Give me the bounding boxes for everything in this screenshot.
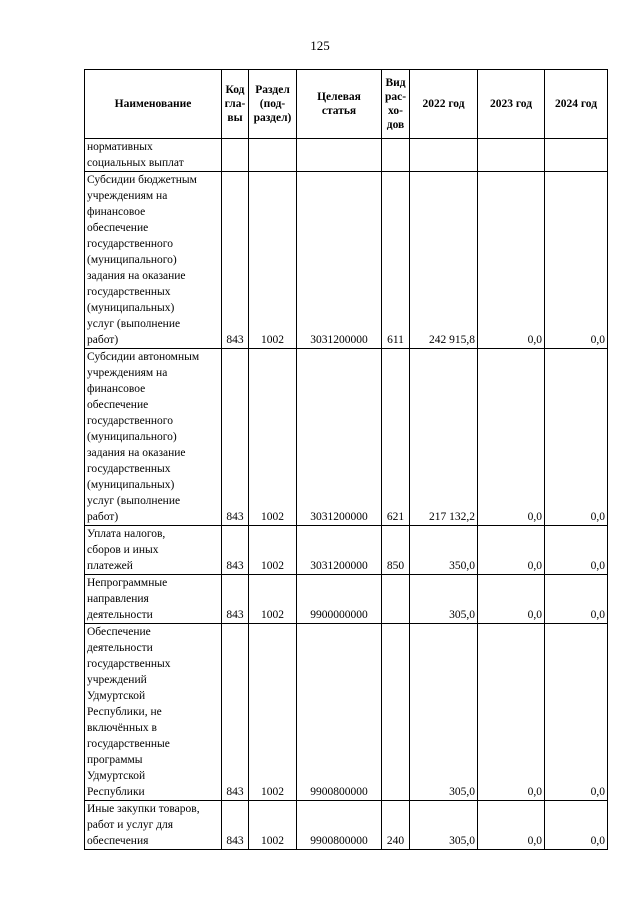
budget-table <box>84 69 608 850</box>
table-row <box>85 526 608 575</box>
row-value-2024 <box>545 139 608 172</box>
table-row <box>85 801 608 850</box>
row-type: 240 <box>382 801 410 850</box>
row-value-2023: 0,0 <box>478 526 545 575</box>
row-type: 621 <box>382 349 410 526</box>
row-value-2022 <box>410 139 478 172</box>
row-section: 1002 <box>249 624 297 801</box>
row-value-2022: 217 132,2 <box>410 349 478 526</box>
row-target: 3031200000 <box>297 172 382 349</box>
row-chapter: 843 <box>222 624 249 801</box>
row-type: 850 <box>382 526 410 575</box>
table-row <box>85 172 608 349</box>
row-value-2024: 0,0 <box>545 526 608 575</box>
row-chapter: 843 <box>222 575 249 624</box>
row-chapter: 843 <box>222 349 249 526</box>
header-year-2023: 2023 год <box>478 70 545 139</box>
row-value-2022: 305,0 <box>410 624 478 801</box>
row-value-2024: 0,0 <box>545 349 608 526</box>
table-row <box>85 624 608 801</box>
row-type <box>382 139 410 172</box>
row-chapter <box>222 139 249 172</box>
row-name: Иные закупки товаров, работ и услуг для обеспечения <box>85 801 222 850</box>
row-target: 3031200000 <box>297 349 382 526</box>
row-value-2022: 305,0 <box>410 801 478 850</box>
row-value-2023 <box>478 139 545 172</box>
header-chapter-code: Код гла- вы <box>222 70 249 139</box>
row-value-2024: 0,0 <box>545 172 608 349</box>
row-value-2024: 0,0 <box>545 801 608 850</box>
row-name: Субсидии автономным учреждениям на финансовое обеспечение государственного (муниципального) задания на оказание государственных (муниципальных) услуг (выполнение работ) <box>85 349 222 526</box>
row-value-2023: 0,0 <box>478 575 545 624</box>
row-chapter: 843 <box>222 172 249 349</box>
row-chapter: 843 <box>222 526 249 575</box>
row-value-2023: 0,0 <box>478 624 545 801</box>
table-row <box>85 575 608 624</box>
row-name: Обеспечение деятельности государственных учреждений Удмуртской Республики, не включённых в государственные программы Удмуртской Республики <box>85 624 222 801</box>
row-section: 1002 <box>249 349 297 526</box>
page-number: 125 <box>310 38 330 53</box>
row-name: Непрограммные направления деятельности <box>85 575 222 624</box>
row-type <box>382 575 410 624</box>
row-value-2024: 0,0 <box>545 575 608 624</box>
row-value-2023: 0,0 <box>478 172 545 349</box>
row-target: 9900000000 <box>297 575 382 624</box>
row-section: 1002 <box>249 172 297 349</box>
row-value-2023: 0,0 <box>478 349 545 526</box>
row-section: 1002 <box>249 526 297 575</box>
row-chapter: 843 <box>222 801 249 850</box>
row-value-2024: 0,0 <box>545 624 608 801</box>
row-value-2022: 305,0 <box>410 575 478 624</box>
header-name: Наименование <box>85 70 222 139</box>
table-row <box>85 139 608 172</box>
header-target-article: Целевая статья <box>297 70 382 139</box>
header-expense-type: Вид рас- хо- дов <box>382 70 410 139</box>
header-year-2024: 2024 год <box>545 70 608 139</box>
table-row <box>85 349 608 526</box>
row-section <box>249 139 297 172</box>
row-target <box>297 139 382 172</box>
header-year-2022: 2022 год <box>410 70 478 139</box>
row-target: 9900800000 <box>297 801 382 850</box>
row-target: 9900800000 <box>297 624 382 801</box>
row-name: Уплата налогов, сборов и иных платежей <box>85 526 222 575</box>
row-type <box>382 624 410 801</box>
row-name: нормативных социальных выплат <box>85 139 222 172</box>
row-section: 1002 <box>249 801 297 850</box>
row-value-2022: 350,0 <box>410 526 478 575</box>
table-header-row <box>85 70 608 139</box>
row-value-2023: 0,0 <box>478 801 545 850</box>
row-section: 1002 <box>249 575 297 624</box>
row-name: Субсидии бюджетным учреждениям на финансовое обеспечение государственного (муниципального) задания на оказание государственных (муниципальных) услуг (выполнение работ) <box>85 172 222 349</box>
header-section: Раздел (под- раздел) <box>249 70 297 139</box>
row-target: 3031200000 <box>297 526 382 575</box>
row-type: 611 <box>382 172 410 349</box>
row-value-2022: 242 915,8 <box>410 172 478 349</box>
